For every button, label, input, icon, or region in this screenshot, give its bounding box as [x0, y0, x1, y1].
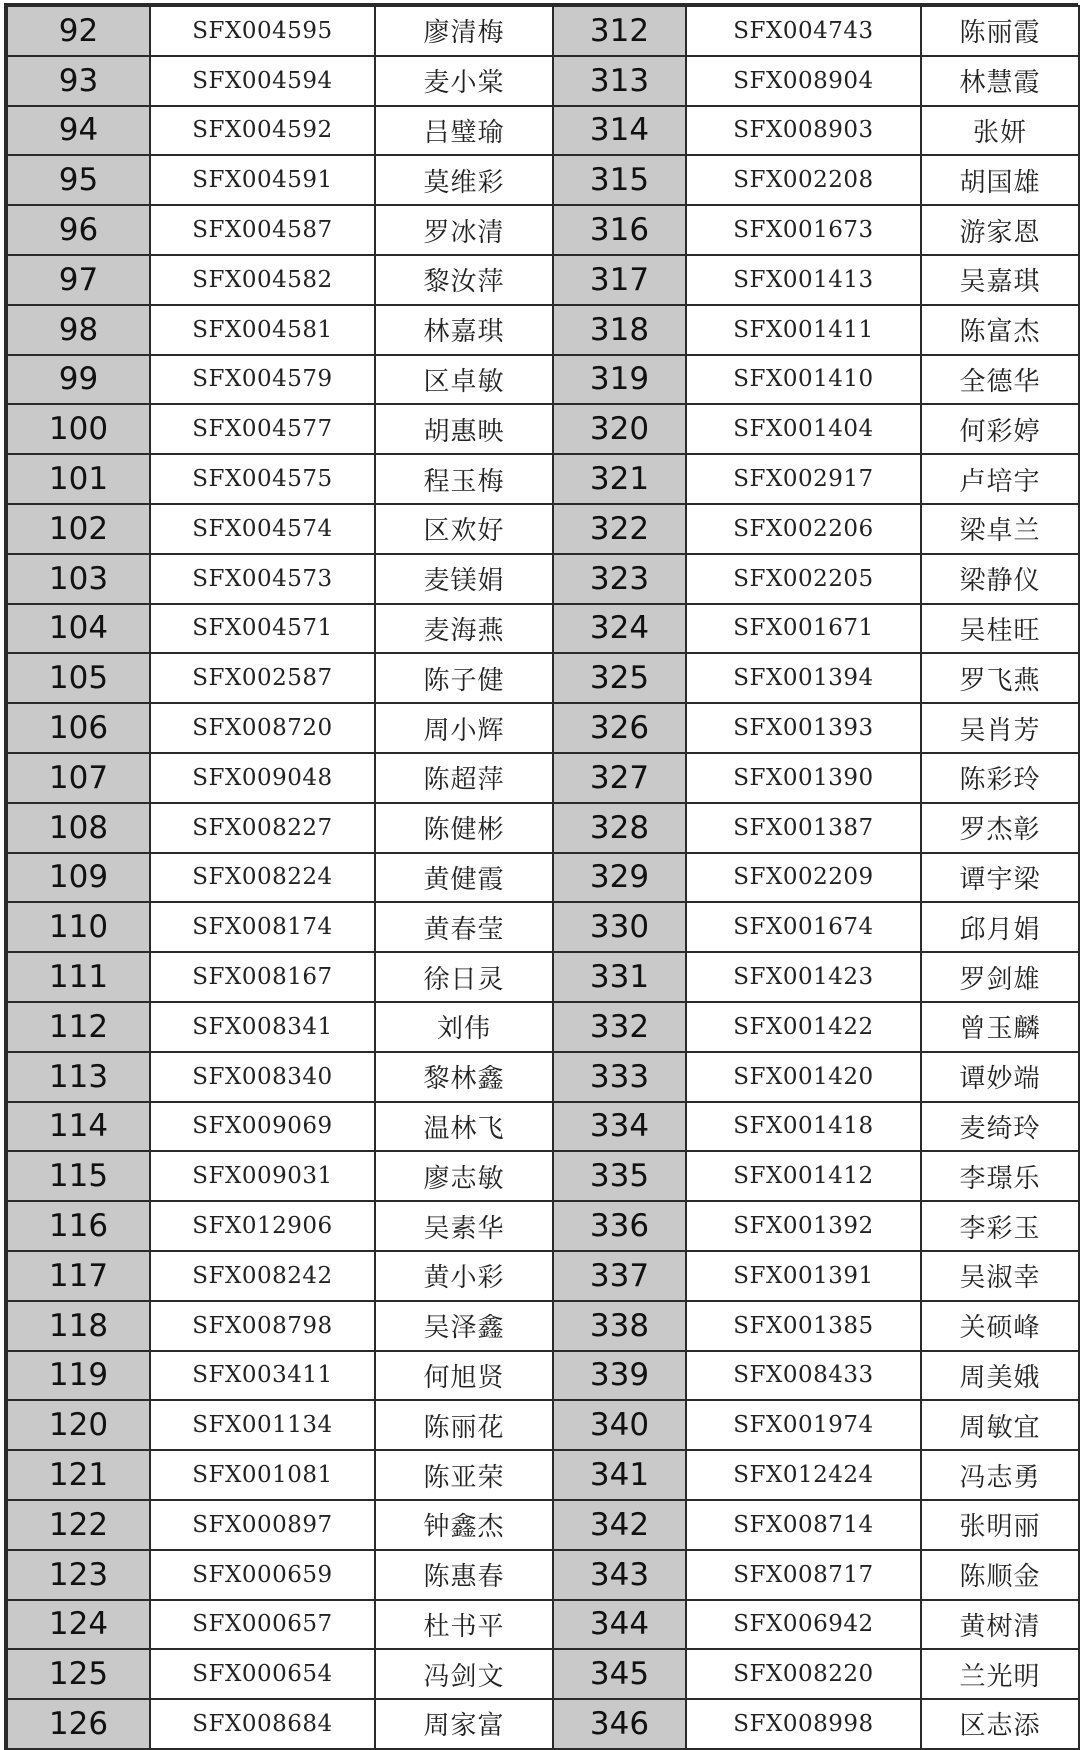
- left-code-cell: SFX004582: [150, 255, 375, 305]
- right-code-cell: SFX008717: [686, 1550, 921, 1600]
- left-number-cell: 108: [7, 803, 150, 853]
- left-number-cell: 98: [7, 305, 150, 355]
- right-name-cell: 全德华: [921, 355, 1079, 405]
- right-name-cell: 张妍: [921, 106, 1079, 156]
- right-number-cell: 336: [553, 1201, 686, 1251]
- table-row: [7, 653, 1079, 703]
- right-number-cell: 332: [553, 1002, 686, 1052]
- left-code-cell: SFX000659: [150, 1550, 375, 1600]
- left-number-cell: 105: [7, 653, 150, 703]
- right-code-cell: SFX001394: [686, 653, 921, 703]
- left-number-cell: 101: [7, 454, 150, 504]
- left-number-cell: 122: [7, 1500, 150, 1550]
- left-code-cell: SFX004594: [150, 56, 375, 106]
- table-row: [7, 554, 1079, 604]
- right-code-cell: SFX012424: [686, 1450, 921, 1500]
- right-number-cell: 317: [553, 255, 686, 305]
- left-number-cell: 107: [7, 753, 150, 803]
- left-number-cell: 123: [7, 1550, 150, 1600]
- left-code-cell: SFX002587: [150, 653, 375, 703]
- right-number-cell: 335: [553, 1151, 686, 1201]
- left-number-cell: 93: [7, 56, 150, 106]
- right-name-cell: 吴嘉琪: [921, 255, 1079, 305]
- left-code-cell: SFX004581: [150, 305, 375, 355]
- right-number-cell: 333: [553, 1052, 686, 1102]
- left-code-cell: SFX004573: [150, 554, 375, 604]
- left-number-cell: 126: [7, 1699, 150, 1749]
- right-code-cell: SFX002205: [686, 554, 921, 604]
- right-code-cell: SFX001420: [686, 1052, 921, 1102]
- right-code-cell: SFX004743: [686, 6, 921, 56]
- left-code-cell: SFX008340: [150, 1052, 375, 1102]
- right-name-cell: 林慧霞: [921, 56, 1079, 106]
- right-number-cell: 313: [553, 56, 686, 106]
- right-code-cell: SFX001673: [686, 205, 921, 255]
- left-number-cell: 110: [7, 902, 150, 952]
- right-code-cell: SFX001393: [686, 703, 921, 753]
- right-name-cell: 梁静仪: [921, 554, 1079, 604]
- right-number-cell: 327: [553, 753, 686, 803]
- left-code-cell: SFX004579: [150, 355, 375, 405]
- right-code-cell: SFX001387: [686, 803, 921, 853]
- left-number-cell: 113: [7, 1052, 150, 1102]
- left-number-cell: 124: [7, 1600, 150, 1650]
- left-code-cell: SFX004592: [150, 106, 375, 156]
- right-code-cell: SFX001410: [686, 355, 921, 405]
- right-code-cell: SFX008903: [686, 106, 921, 156]
- table-row: [7, 803, 1079, 853]
- left-number-cell: 117: [7, 1251, 150, 1301]
- left-name-cell: 黄健霞: [375, 853, 553, 903]
- right-code-cell: SFX001391: [686, 1251, 921, 1301]
- right-code-cell: SFX002209: [686, 853, 921, 903]
- right-name-cell: 吴肖芳: [921, 703, 1079, 753]
- left-number-cell: 125: [7, 1649, 150, 1699]
- right-code-cell: SFX008714: [686, 1500, 921, 1550]
- right-code-cell: SFX001404: [686, 404, 921, 454]
- right-code-cell: SFX001671: [686, 604, 921, 654]
- right-code-cell: SFX001418: [686, 1102, 921, 1152]
- left-code-cell: SFX004571: [150, 604, 375, 654]
- right-code-cell: SFX008904: [686, 56, 921, 106]
- right-name-cell: 罗飞燕: [921, 653, 1079, 703]
- left-name-cell: 区卓敏: [375, 355, 553, 405]
- left-number-cell: 106: [7, 703, 150, 753]
- table-row: [7, 1450, 1079, 1500]
- right-number-cell: 315: [553, 155, 686, 205]
- left-name-cell: 杜书平: [375, 1600, 553, 1650]
- left-name-cell: 温林飞: [375, 1102, 553, 1152]
- left-code-cell: SFX008684: [150, 1699, 375, 1749]
- table-row: [7, 305, 1079, 355]
- table-body: [7, 6, 1079, 1749]
- table-row: [7, 355, 1079, 405]
- table-row: [7, 604, 1079, 654]
- right-number-cell: 345: [553, 1649, 686, 1699]
- right-name-cell: 区志添: [921, 1699, 1079, 1749]
- right-number-cell: 339: [553, 1351, 686, 1401]
- left-name-cell: 莫维彩: [375, 155, 553, 205]
- left-number-cell: 97: [7, 255, 150, 305]
- left-code-cell: SFX001134: [150, 1400, 375, 1450]
- left-name-cell: 钟鑫杰: [375, 1500, 553, 1550]
- right-code-cell: SFX001411: [686, 305, 921, 355]
- right-name-cell: 胡国雄: [921, 155, 1079, 205]
- right-name-cell: 曾玉麟: [921, 1002, 1079, 1052]
- right-code-cell: SFX008433: [686, 1351, 921, 1401]
- right-name-cell: 吴淑幸: [921, 1251, 1079, 1301]
- right-name-cell: 陈顺金: [921, 1550, 1079, 1600]
- right-number-cell: 341: [553, 1450, 686, 1500]
- left-code-cell: SFX008341: [150, 1002, 375, 1052]
- left-name-cell: 陈丽花: [375, 1400, 553, 1450]
- right-name-cell: 黄树清: [921, 1600, 1079, 1650]
- left-name-cell: 何旭贤: [375, 1351, 553, 1401]
- left-code-cell: SFX008224: [150, 853, 375, 903]
- left-number-cell: 100: [7, 404, 150, 454]
- right-name-cell: 邱月娟: [921, 902, 1079, 952]
- table-row: [7, 1500, 1079, 1550]
- table-row: [7, 703, 1079, 753]
- table-row: [7, 853, 1079, 903]
- left-number-cell: 118: [7, 1301, 150, 1351]
- left-number-cell: 109: [7, 853, 150, 903]
- left-code-cell: SFX009048: [150, 753, 375, 803]
- name-list-table: [6, 5, 1080, 1750]
- left-code-cell: SFX001081: [150, 1450, 375, 1500]
- right-number-cell: 312: [553, 6, 686, 56]
- right-number-cell: 344: [553, 1600, 686, 1650]
- left-number-cell: 115: [7, 1151, 150, 1201]
- left-number-cell: 121: [7, 1450, 150, 1500]
- right-name-cell: 陈丽霞: [921, 6, 1079, 56]
- left-number-cell: 111: [7, 952, 150, 1002]
- right-code-cell: SFX002917: [686, 454, 921, 504]
- right-name-cell: 罗杰彰: [921, 803, 1079, 853]
- left-code-cell: SFX008174: [150, 902, 375, 952]
- left-name-cell: 刘伟: [375, 1002, 553, 1052]
- left-name-cell: 周家富: [375, 1699, 553, 1749]
- table-row: [7, 106, 1079, 156]
- table-row: [7, 1301, 1079, 1351]
- right-code-cell: SFX008998: [686, 1699, 921, 1749]
- table-row: [7, 753, 1079, 803]
- table-row: [7, 1699, 1079, 1749]
- right-code-cell: SFX001392: [686, 1201, 921, 1251]
- right-number-cell: 340: [553, 1400, 686, 1450]
- table-row: [7, 1102, 1079, 1152]
- left-name-cell: 区欢好: [375, 504, 553, 554]
- left-number-cell: 104: [7, 604, 150, 654]
- table-row: [7, 205, 1079, 255]
- right-name-cell: 陈富杰: [921, 305, 1079, 355]
- left-name-cell: 吕璧瑜: [375, 106, 553, 156]
- left-code-cell: SFX000897: [150, 1500, 375, 1550]
- left-code-cell: SFX004574: [150, 504, 375, 554]
- name-list-table-container: [4, 3, 1078, 1750]
- table-row: [7, 6, 1079, 56]
- left-number-cell: 103: [7, 554, 150, 604]
- right-number-cell: 342: [553, 1500, 686, 1550]
- left-number-cell: 116: [7, 1201, 150, 1251]
- left-code-cell: SFX003411: [150, 1351, 375, 1401]
- left-code-cell: SFX004595: [150, 6, 375, 56]
- right-name-cell: 谭宇梁: [921, 853, 1079, 903]
- left-number-cell: 92: [7, 6, 150, 56]
- right-number-cell: 323: [553, 554, 686, 604]
- left-code-cell: SFX009069: [150, 1102, 375, 1152]
- left-code-cell: SFX008242: [150, 1251, 375, 1301]
- table-row: [7, 404, 1079, 454]
- right-number-cell: 320: [553, 404, 686, 454]
- table-row: [7, 952, 1079, 1002]
- left-code-cell: SFX008720: [150, 703, 375, 753]
- table-row: [7, 454, 1079, 504]
- table-row: [7, 56, 1079, 106]
- right-number-cell: 319: [553, 355, 686, 405]
- table-row: [7, 1600, 1079, 1650]
- right-name-cell: 卢培宇: [921, 454, 1079, 504]
- left-code-cell: SFX012906: [150, 1201, 375, 1251]
- right-code-cell: SFX001422: [686, 1002, 921, 1052]
- right-name-cell: 兰光明: [921, 1649, 1079, 1699]
- left-name-cell: 胡惠映: [375, 404, 553, 454]
- left-number-cell: 94: [7, 106, 150, 156]
- right-name-cell: 梁卓兰: [921, 504, 1079, 554]
- left-name-cell: 林嘉琪: [375, 305, 553, 355]
- left-name-cell: 徐日灵: [375, 952, 553, 1002]
- left-code-cell: SFX004575: [150, 454, 375, 504]
- left-code-cell: SFX004587: [150, 205, 375, 255]
- left-number-cell: 114: [7, 1102, 150, 1152]
- right-number-cell: 334: [553, 1102, 686, 1152]
- left-name-cell: 陈子健: [375, 653, 553, 703]
- right-code-cell: SFX001423: [686, 952, 921, 1002]
- table-row: [7, 1002, 1079, 1052]
- right-name-cell: 张明丽: [921, 1500, 1079, 1550]
- right-number-cell: 330: [553, 902, 686, 952]
- left-name-cell: 陈超萍: [375, 753, 553, 803]
- right-name-cell: 陈彩玲: [921, 753, 1079, 803]
- left-number-cell: 120: [7, 1400, 150, 1450]
- right-name-cell: 周美娥: [921, 1351, 1079, 1401]
- left-name-cell: 黄春莹: [375, 902, 553, 952]
- right-number-cell: 326: [553, 703, 686, 753]
- table-row: [7, 1550, 1079, 1600]
- right-code-cell: SFX001974: [686, 1400, 921, 1450]
- right-number-cell: 324: [553, 604, 686, 654]
- table-row: [7, 1649, 1079, 1699]
- right-number-cell: 331: [553, 952, 686, 1002]
- table-row: [7, 1052, 1079, 1102]
- right-code-cell: SFX002208: [686, 155, 921, 205]
- left-code-cell: SFX000654: [150, 1649, 375, 1699]
- left-code-cell: SFX008227: [150, 803, 375, 853]
- left-number-cell: 112: [7, 1002, 150, 1052]
- left-name-cell: 罗冰清: [375, 205, 553, 255]
- left-name-cell: 冯剑文: [375, 1649, 553, 1699]
- table-row: [7, 1151, 1079, 1201]
- table-row: [7, 1351, 1079, 1401]
- right-name-cell: 周敏宜: [921, 1400, 1079, 1450]
- table-row: [7, 504, 1079, 554]
- right-number-cell: 318: [553, 305, 686, 355]
- right-name-cell: 关硕峰: [921, 1301, 1079, 1351]
- right-name-cell: 冯志勇: [921, 1450, 1079, 1500]
- left-name-cell: 黎林鑫: [375, 1052, 553, 1102]
- right-code-cell: SFX002206: [686, 504, 921, 554]
- left-name-cell: 廖清梅: [375, 6, 553, 56]
- right-name-cell: 谭妙端: [921, 1052, 1079, 1102]
- left-name-cell: 程玉梅: [375, 454, 553, 504]
- left-name-cell: 陈亚荣: [375, 1450, 553, 1500]
- left-name-cell: 麦小棠: [375, 56, 553, 106]
- right-name-cell: 吴桂旺: [921, 604, 1079, 654]
- right-name-cell: 罗剑雄: [921, 952, 1079, 1002]
- left-name-cell: 廖志敏: [375, 1151, 553, 1201]
- table-row: [7, 1201, 1079, 1251]
- left-name-cell: 麦镁娟: [375, 554, 553, 604]
- left-number-cell: 102: [7, 504, 150, 554]
- right-number-cell: 329: [553, 853, 686, 903]
- right-number-cell: 321: [553, 454, 686, 504]
- left-name-cell: 陈健彬: [375, 803, 553, 853]
- left-code-cell: SFX004577: [150, 404, 375, 454]
- right-code-cell: SFX006942: [686, 1600, 921, 1650]
- left-number-cell: 99: [7, 355, 150, 405]
- left-name-cell: 吴素华: [375, 1201, 553, 1251]
- right-number-cell: 346: [553, 1699, 686, 1749]
- left-name-cell: 麦海燕: [375, 604, 553, 654]
- right-number-cell: 325: [553, 653, 686, 703]
- left-code-cell: SFX004591: [150, 155, 375, 205]
- right-name-cell: 李璟乐: [921, 1151, 1079, 1201]
- right-code-cell: SFX001412: [686, 1151, 921, 1201]
- table-row: [7, 1251, 1079, 1301]
- right-number-cell: 322: [553, 504, 686, 554]
- right-number-cell: 343: [553, 1550, 686, 1600]
- table-row: [7, 1400, 1079, 1450]
- left-code-cell: SFX008167: [150, 952, 375, 1002]
- right-number-cell: 338: [553, 1301, 686, 1351]
- right-number-cell: 328: [553, 803, 686, 853]
- left-name-cell: 吴泽鑫: [375, 1301, 553, 1351]
- right-code-cell: SFX001413: [686, 255, 921, 305]
- left-number-cell: 96: [7, 205, 150, 255]
- right-code-cell: SFX001674: [686, 902, 921, 952]
- right-name-cell: 游家恩: [921, 205, 1079, 255]
- left-name-cell: 陈惠春: [375, 1550, 553, 1600]
- right-code-cell: SFX008220: [686, 1649, 921, 1699]
- right-code-cell: SFX001385: [686, 1301, 921, 1351]
- left-code-cell: SFX000657: [150, 1600, 375, 1650]
- table-row: [7, 902, 1079, 952]
- right-number-cell: 316: [553, 205, 686, 255]
- left-code-cell: SFX008798: [150, 1301, 375, 1351]
- left-name-cell: 周小辉: [375, 703, 553, 753]
- left-name-cell: 黎汝萍: [375, 255, 553, 305]
- right-name-cell: 麦绮玲: [921, 1102, 1079, 1152]
- left-code-cell: SFX009031: [150, 1151, 375, 1201]
- right-code-cell: SFX001390: [686, 753, 921, 803]
- right-number-cell: 314: [553, 106, 686, 156]
- table-row: [7, 155, 1079, 205]
- left-name-cell: 黄小彩: [375, 1251, 553, 1301]
- left-number-cell: 95: [7, 155, 150, 205]
- right-name-cell: 何彩婷: [921, 404, 1079, 454]
- right-number-cell: 337: [553, 1251, 686, 1301]
- left-number-cell: 119: [7, 1351, 150, 1401]
- table-row: [7, 255, 1079, 305]
- right-name-cell: 李彩玉: [921, 1201, 1079, 1251]
